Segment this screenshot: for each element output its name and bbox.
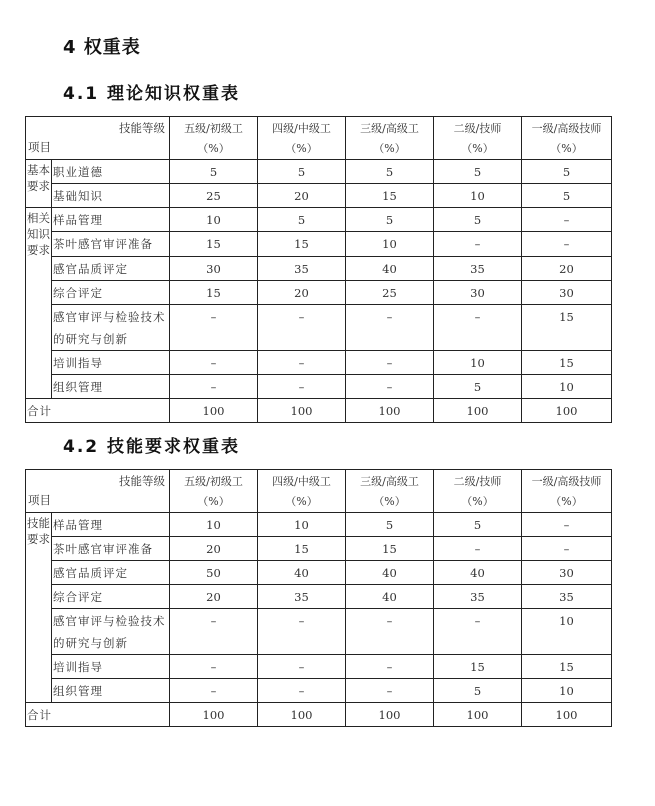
row-item-label: 培训指导 — [52, 655, 170, 679]
total-label: 合计 — [26, 399, 170, 423]
row-item-label: 感官审评与检验技术的研究与创新 — [52, 609, 170, 655]
value-cell: 50 — [170, 561, 258, 585]
header-row — [26, 117, 612, 160]
value-cell: 10 — [522, 609, 612, 655]
theory-knowledge-weight-table — [25, 116, 612, 423]
table-row — [26, 561, 612, 585]
value-cell: 40 — [346, 585, 434, 609]
value-cell: 5 — [346, 160, 434, 184]
value-cell: – — [170, 375, 258, 399]
value-cell: 5 — [434, 679, 522, 703]
level-header: 一级/高级技师 （%） — [522, 470, 612, 513]
header-row — [26, 470, 612, 513]
value-cell: 5 — [434, 208, 522, 232]
table-row — [26, 679, 612, 703]
value-cell: 5 — [258, 160, 346, 184]
total-row — [26, 399, 612, 423]
value-cell: 5 — [522, 160, 612, 184]
row-item-label: 组织管理 — [52, 679, 170, 703]
value-cell: – — [522, 208, 612, 232]
value-cell: 15 — [258, 232, 346, 257]
row-item-label: 组织管理 — [52, 375, 170, 399]
value-cell: 40 — [346, 257, 434, 281]
table-row — [26, 513, 612, 537]
value-cell: 20 — [258, 184, 346, 208]
level-header: 四级/中级工 （%） — [258, 470, 346, 513]
value-cell: – — [346, 679, 434, 703]
value-cell: – — [258, 351, 346, 375]
value-cell: 15 — [522, 305, 612, 351]
table-row — [26, 585, 612, 609]
value-cell: 30 — [434, 281, 522, 305]
row-item-label: 感官品质评定 — [52, 257, 170, 281]
total-cell: 100 — [170, 703, 258, 727]
value-cell: – — [434, 232, 522, 257]
value-cell: 10 — [434, 184, 522, 208]
table-row — [26, 257, 612, 281]
value-cell: 40 — [434, 561, 522, 585]
value-cell: 20 — [522, 257, 612, 281]
level-header: 一级/高级技师 （%） — [522, 117, 612, 160]
table-row — [26, 537, 612, 561]
value-cell: 15 — [522, 351, 612, 375]
row-item-label: 感官审评与检验技术的研究与创新 — [52, 305, 170, 351]
corner-level-label: 技能等级 — [119, 474, 165, 488]
value-cell: 40 — [346, 561, 434, 585]
value-cell: 20 — [258, 281, 346, 305]
value-cell: 10 — [522, 679, 612, 703]
value-cell: – — [434, 537, 522, 561]
value-cell: – — [522, 513, 612, 537]
level-header: 二级/技师 （%） — [434, 117, 522, 160]
row-item-label: 茶叶感官审评准备 — [52, 232, 170, 257]
value-cell: – — [258, 375, 346, 399]
level-header: 二级/技师 （%） — [434, 470, 522, 513]
total-row — [26, 703, 612, 727]
level-header: 三级/高级工 （%） — [346, 117, 434, 160]
table-row — [26, 281, 612, 305]
value-cell: 35 — [434, 257, 522, 281]
value-cell: 15 — [258, 537, 346, 561]
value-cell: – — [346, 305, 434, 351]
row-item-label: 职业道德 — [52, 160, 170, 184]
table-row — [26, 375, 612, 399]
skill-requirements-weight-table — [25, 469, 612, 727]
level-header: 五级/初级工 （%） — [170, 470, 258, 513]
value-cell: – — [346, 609, 434, 655]
value-cell: 5 — [346, 208, 434, 232]
value-cell: – — [434, 609, 522, 655]
value-cell: 40 — [258, 561, 346, 585]
category-related-knowledge: 相关知识要求 — [26, 208, 52, 399]
level-header: 四级/中级工 （%） — [258, 117, 346, 160]
value-cell: – — [258, 305, 346, 351]
value-cell: – — [346, 375, 434, 399]
value-cell: 5 — [346, 513, 434, 537]
value-cell: 5 — [522, 184, 612, 208]
table-row — [26, 160, 612, 184]
value-cell: 10 — [170, 208, 258, 232]
corner-header-cell — [26, 470, 170, 513]
value-cell: 10 — [434, 351, 522, 375]
value-cell: – — [434, 305, 522, 351]
value-cell: 35 — [258, 585, 346, 609]
value-cell: 30 — [522, 281, 612, 305]
page-title: 4 权重表 — [63, 37, 141, 58]
row-item-label: 样品管理 — [52, 208, 170, 232]
value-cell: – — [522, 537, 612, 561]
row-item-label: 培训指导 — [52, 351, 170, 375]
table-row — [26, 351, 612, 375]
table-row — [26, 655, 612, 679]
value-cell: – — [170, 351, 258, 375]
value-cell: 5 — [170, 160, 258, 184]
row-item-label: 综合评定 — [52, 281, 170, 305]
corner-item-label: 项目 — [28, 493, 51, 507]
table-row — [26, 232, 612, 257]
category-skill-requirements: 技能要求 — [26, 513, 52, 703]
value-cell: 15 — [170, 232, 258, 257]
value-cell: – — [346, 655, 434, 679]
level-header: 五级/初级工 （%） — [170, 117, 258, 160]
value-cell: – — [258, 679, 346, 703]
value-cell: 25 — [346, 281, 434, 305]
table-row — [26, 305, 612, 351]
value-cell: – — [170, 655, 258, 679]
value-cell: – — [522, 232, 612, 257]
table-row — [26, 184, 612, 208]
category-basic-requirements: 基本要求 — [26, 160, 52, 208]
table-row — [26, 609, 612, 655]
value-cell: 35 — [434, 585, 522, 609]
total-cell: 100 — [346, 399, 434, 423]
row-item-label: 样品管理 — [52, 513, 170, 537]
value-cell: – — [258, 609, 346, 655]
value-cell: 35 — [522, 585, 612, 609]
table-row — [26, 208, 612, 232]
value-cell: 30 — [522, 561, 612, 585]
value-cell: 15 — [434, 655, 522, 679]
value-cell: 20 — [170, 537, 258, 561]
value-cell: 20 — [170, 585, 258, 609]
value-cell: 5 — [434, 375, 522, 399]
skill-requirements-heading: 4.2 技能要求权重表 — [63, 437, 241, 457]
value-cell: – — [258, 655, 346, 679]
value-cell: 10 — [346, 232, 434, 257]
row-item-label: 感官品质评定 — [52, 561, 170, 585]
value-cell: 5 — [434, 160, 522, 184]
value-cell: – — [170, 609, 258, 655]
total-cell: 100 — [346, 703, 434, 727]
value-cell: 15 — [346, 184, 434, 208]
value-cell: 10 — [522, 375, 612, 399]
value-cell: – — [170, 305, 258, 351]
value-cell: 25 — [170, 184, 258, 208]
value-cell: 5 — [434, 513, 522, 537]
value-cell: 30 — [170, 257, 258, 281]
row-item-label: 基础知识 — [52, 184, 170, 208]
value-cell: 15 — [170, 281, 258, 305]
row-item-label: 综合评定 — [52, 585, 170, 609]
value-cell: 15 — [346, 537, 434, 561]
total-cell: 100 — [170, 399, 258, 423]
value-cell: 15 — [522, 655, 612, 679]
corner-level-label: 技能等级 — [119, 121, 165, 135]
value-cell: – — [346, 351, 434, 375]
total-cell: 100 — [258, 399, 346, 423]
total-cell: 100 — [522, 399, 612, 423]
corner-item-label: 项目 — [28, 140, 51, 154]
value-cell: 10 — [258, 513, 346, 537]
value-cell: 5 — [258, 208, 346, 232]
total-cell: 100 — [434, 703, 522, 727]
total-label: 合计 — [26, 703, 170, 727]
value-cell: 10 — [170, 513, 258, 537]
total-cell: 100 — [522, 703, 612, 727]
level-header: 三级/高级工 （%） — [346, 470, 434, 513]
value-cell: – — [170, 679, 258, 703]
corner-header-cell — [26, 117, 170, 160]
theory-knowledge-heading: 4.1 理论知识权重表 — [63, 84, 241, 104]
row-item-label: 茶叶感官审评准备 — [52, 537, 170, 561]
total-cell: 100 — [258, 703, 346, 727]
value-cell: 35 — [258, 257, 346, 281]
total-cell: 100 — [434, 399, 522, 423]
